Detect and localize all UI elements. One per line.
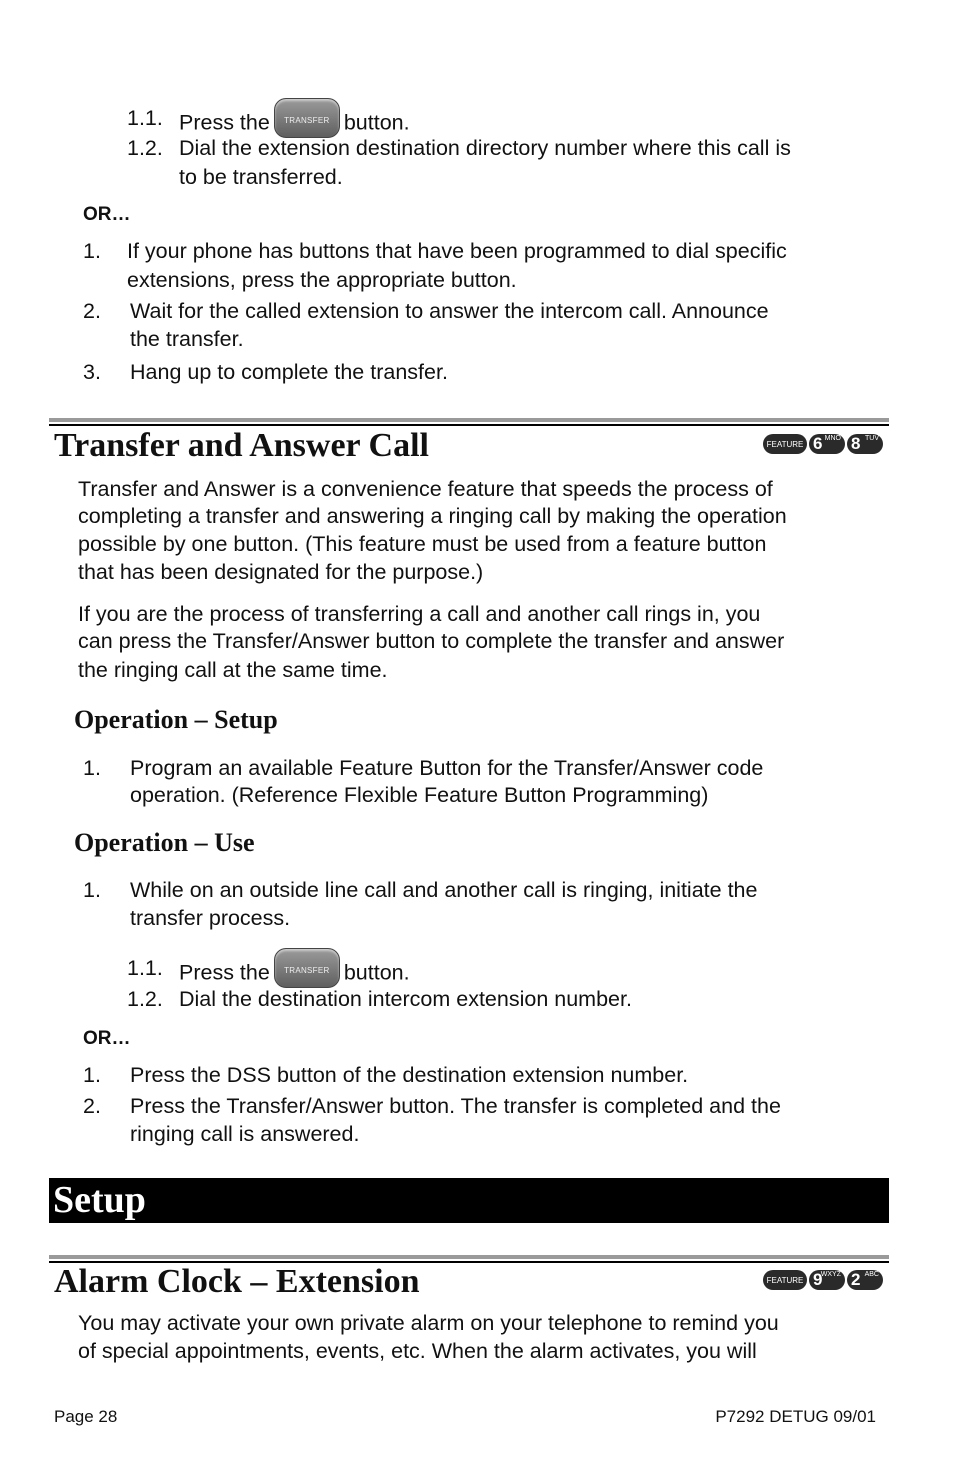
list-item: Press the Transfer/Answer button. The transfer is completed and the: [130, 1094, 781, 1118]
list-item: Hang up to complete the transfer.: [130, 360, 448, 384]
section-rule: [49, 418, 889, 422]
transfer-button-icon: TRANSFER: [274, 948, 340, 988]
or-label: OR…: [83, 204, 131, 225]
feature-code-icon: [763, 1270, 885, 1290]
document-id: P7292 DETUG 09/01: [715, 1407, 876, 1426]
digit-key-icon: 8 TUV: [847, 434, 883, 454]
list-item: operation. (Reference Flexible Feature Button Programming): [130, 783, 709, 807]
step-number: 1.1.: [127, 106, 163, 130]
paragraph-line: completing a transfer and answering a ringing call by making the operation: [78, 504, 787, 528]
chapter-banner: [49, 1178, 889, 1223]
chapter-title: Setup: [53, 1179, 146, 1221]
list-item: Press the DSS button of the destination extension number.: [130, 1063, 689, 1087]
feature-key-icon: FEATURE: [763, 1270, 807, 1290]
step-text: Press the: [179, 110, 270, 135]
list-item: Program an available Feature Button for the Transfer/Answer code: [130, 756, 764, 780]
list-number: 1.: [83, 239, 101, 263]
paragraph-line: If you are the process of transferring a call and another call rings in, you: [78, 602, 761, 626]
list-item: If your phone has buttons that have been programmed to dial specific: [127, 239, 787, 263]
section-title: Transfer and Answer Call: [54, 427, 429, 464]
step-number: 1.2.: [127, 987, 163, 1011]
paragraph-line: Transfer and Answer is a convenience feature that speeds the process of: [78, 477, 773, 501]
list-number: 1.: [83, 756, 101, 780]
or-label: OR…: [83, 1028, 131, 1049]
list-item: Wait for the called extension to answer the intercom call. Announce: [130, 299, 769, 323]
list-number: 2.: [83, 1094, 101, 1118]
section-rule: [49, 1255, 889, 1259]
list-item: transfer process.: [130, 906, 291, 930]
list-number: 3.: [83, 360, 101, 384]
digit-key-icon: 6 MNO: [809, 434, 845, 454]
paragraph-line: possible by one button. (This feature must be used from a feature button: [78, 532, 767, 556]
digit-key-icon: 2 ABC: [847, 1270, 883, 1290]
list-number: 1.: [83, 1063, 101, 1087]
step-text: to be transferred.: [179, 165, 343, 189]
paragraph-line: of special appointments, events, etc. When the alarm activates, you will: [78, 1339, 757, 1363]
step-text: button.: [343, 960, 410, 985]
feature-code-icon: [763, 434, 885, 454]
step-number: 1.1.: [127, 956, 163, 980]
list-item: extensions, press the appropriate button.: [127, 268, 517, 292]
subheading: Operation – Use: [74, 828, 255, 857]
paragraph-line: You may activate your own private alarm on your telephone to remind you: [78, 1311, 779, 1335]
digit-key-icon: 9 WXYZ: [809, 1270, 845, 1290]
list-item: While on an outside line call and another call is ringing, initiate the: [130, 878, 758, 902]
list-item: ringing call is answered.: [130, 1122, 360, 1146]
feature-key-icon: FEATURE: [763, 434, 807, 454]
step-text: Press the: [179, 960, 270, 985]
page-number: Page 28: [54, 1407, 118, 1426]
subheading: Operation – Setup: [74, 705, 278, 734]
step-text: Dial the destination intercom extension number.: [179, 987, 632, 1011]
step-text: button.: [343, 110, 410, 135]
list-number: 1.: [83, 878, 101, 902]
step-number: 1.2.: [127, 136, 163, 160]
section-title: Alarm Clock – Extension: [54, 1263, 420, 1300]
step-text: Dial the extension destination directory number where this call is: [179, 136, 791, 160]
list-number: 2.: [83, 299, 101, 323]
list-item: the transfer.: [130, 327, 244, 351]
paragraph-line: can press the Transfer/Answer button to complete the transfer and answer: [78, 629, 785, 653]
paragraph-line: the ringing call at the same time.: [78, 658, 388, 682]
paragraph-line: that has been designated for the purpose.): [78, 560, 484, 584]
transfer-button-icon: TRANSFER: [274, 98, 340, 138]
